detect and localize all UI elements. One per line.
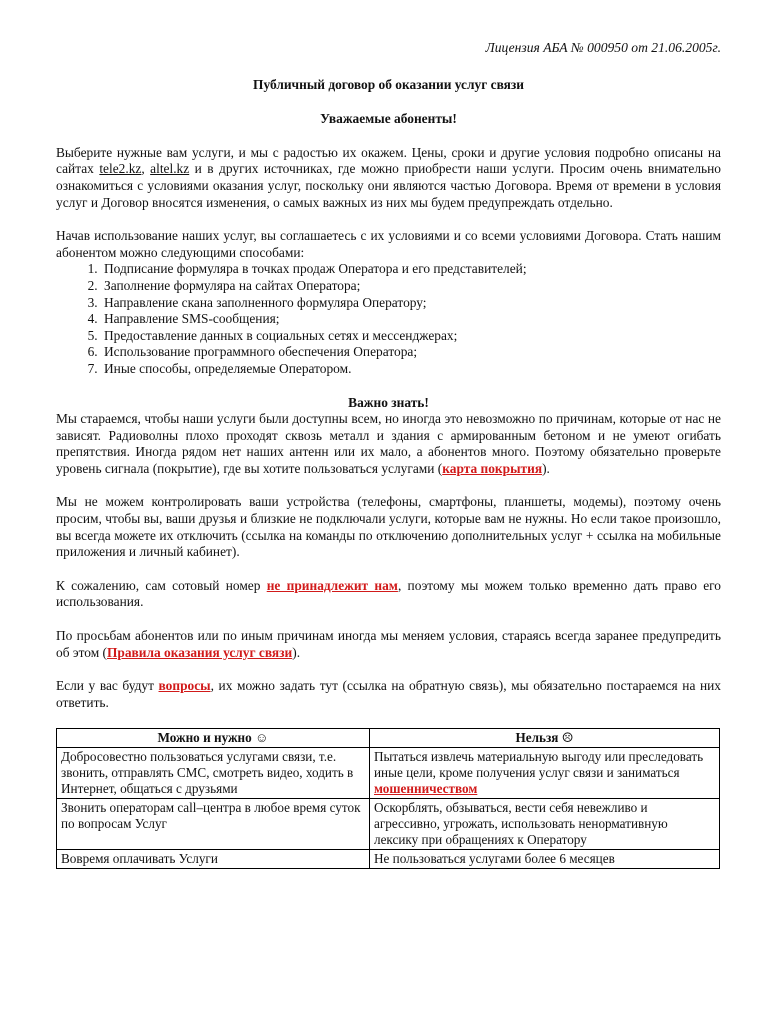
cell-text: Пытаться извлечь материальную выгоду или преследовать иные цели, кроме получения услуг связи и заниматься (374, 749, 704, 781)
table-row (57, 850, 720, 869)
coverage-text-end: ). (542, 460, 550, 476)
important-title: Важно знать! (348, 394, 429, 410)
altel-link[interactable]: altel.kz (150, 161, 190, 177)
table-cell-can: Звонить операторам call–центра в любое время суток по вопросам Услуг (57, 799, 370, 850)
column-header-can: Можно и нужно ☺ (57, 729, 370, 748)
conditions-paragraph (56, 628, 721, 661)
conditions-text: По просьбам абонентов или по иным причинам иногда мы меняем условия, стараясь всегда заранее предупредить об этом ( (56, 628, 721, 660)
usage-paragraph: Начав использование наших услуг, вы соглашаетесь с их условиями и со всеми условиями Договора. Стать нашим абонентом можно следующими способами: (56, 228, 721, 260)
intro-paragraph (56, 145, 721, 211)
list-item: 5. Предоставление данных в социальных сетях и мессенджерах; (101, 328, 721, 345)
table-header-row (57, 729, 720, 748)
intro-text-1: Выберите нужные вам услуги, и мы с радостью их окажем. Цены, сроки и другие условия подробно описаны на сайтах (56, 144, 721, 177)
table-cell-cannot (370, 748, 720, 799)
list-item: 1. Подписание формуляра в точках продаж Оператора и его представителей; (101, 261, 721, 278)
license-line: Лицензия АБА № 000950 от 21.06.2005г. (485, 40, 721, 55)
number-not-ours-link[interactable]: не принадлежит нам (266, 577, 398, 593)
table-cell-cannot: Оскорблять, обзываться, вести себя невежливо и агрессивно, угрожать, использовать ненормативную лексику при обращениях к Оператору (370, 799, 720, 850)
column-header-cannot: Нельзя ☹ (370, 729, 720, 748)
number-text: К сожалению, сам сотовый номер (56, 577, 267, 593)
rules-table (56, 728, 720, 869)
table-row (57, 799, 720, 850)
questions-paragraph (56, 678, 721, 711)
coverage-text: Мы стараемся, чтобы наши услуги были доступны всем, но иногда это невозможно по причинам, которые от нас не зависят. Радиоволны плохо проходят сквозь металл и здания с армированным бетоном и не умеют огибать препятствия. Иногда рядом нет наших антенн или их мало, а абонентов много. Поэтому обязательно проверьте уровень сигнала (покрытие), где вы хотите пользоваться услугами ( (56, 411, 721, 476)
intro-text-2: и в других источниках, где можно приобрести наши услуги. Просим очень внимательно ознакомиться с условиями оказания услуг, поскольку они являются частью Договора. Время от времени в условия услуг и Договор вносятся изменения, о самых важных из них мы будем предупреждать отдельно. (56, 161, 721, 210)
questions-text-end: , их можно задать тут (ссылка на обратную связь), мы обязательно постараемся на них ответить. (56, 678, 721, 710)
list-item: 7. Иные способы, определяемые Оператором. (101, 361, 721, 378)
subscription-ways-list (56, 261, 721, 377)
number-text-end: , поэтому мы можем только временно дать право его использования. (56, 577, 721, 610)
list-item: 3. Направление скана заполненного формуляра Оператору; (101, 295, 721, 312)
number-paragraph (56, 578, 721, 611)
tele2-link[interactable]: tele2.kz (99, 161, 142, 177)
list-item: 2. Заполнение формуляра на сайтах Оператора; (101, 278, 721, 295)
devices-paragraph: Мы не можем контролировать ваши устройства (телефоны, смартфоны, планшеты, модемы), поэтому очень просим, чтобы вы, ваши друзья и близкие не подключали услуги, которые вам не нужны. Но если такое произошло, вы всегда можете их отключить (ссылка на команды по отключению дополнительных услуг + ссылка на мобильные приложения и личный кабинет). (56, 494, 721, 560)
greeting: Уважаемые абоненты! (320, 111, 457, 127)
table-cell-can: Вовремя оплачивать Услуги (57, 850, 370, 869)
table-cell-can: Добросовестно пользоваться услугами связи, т.е. звонить, отправлять СМС, смотреть видео, ходить в Интернет, общаться с друзьями (57, 748, 370, 799)
list-item: 4. Направление SMS-сообщения; (101, 311, 721, 328)
conditions-text-end: ). (292, 644, 301, 660)
coverage-paragraph (56, 411, 721, 477)
questions-text: Если у вас будут (56, 678, 159, 694)
questions-link[interactable]: вопросы (158, 678, 211, 694)
table-cell-cannot: Не пользоваться услугами более 6 месяцев (370, 850, 720, 869)
coverage-map-link[interactable]: карта покрытия (442, 460, 543, 476)
table-row (57, 748, 720, 799)
intro-separator: , (141, 161, 151, 177)
document-title: Публичный договор об оказании услуг связи (253, 76, 524, 92)
service-rules-link[interactable]: Правила оказания услуг связи (107, 644, 293, 660)
fraud-link[interactable]: мошенничеством (374, 781, 478, 797)
list-item: 6. Использование программного обеспечения Оператора; (101, 344, 721, 361)
